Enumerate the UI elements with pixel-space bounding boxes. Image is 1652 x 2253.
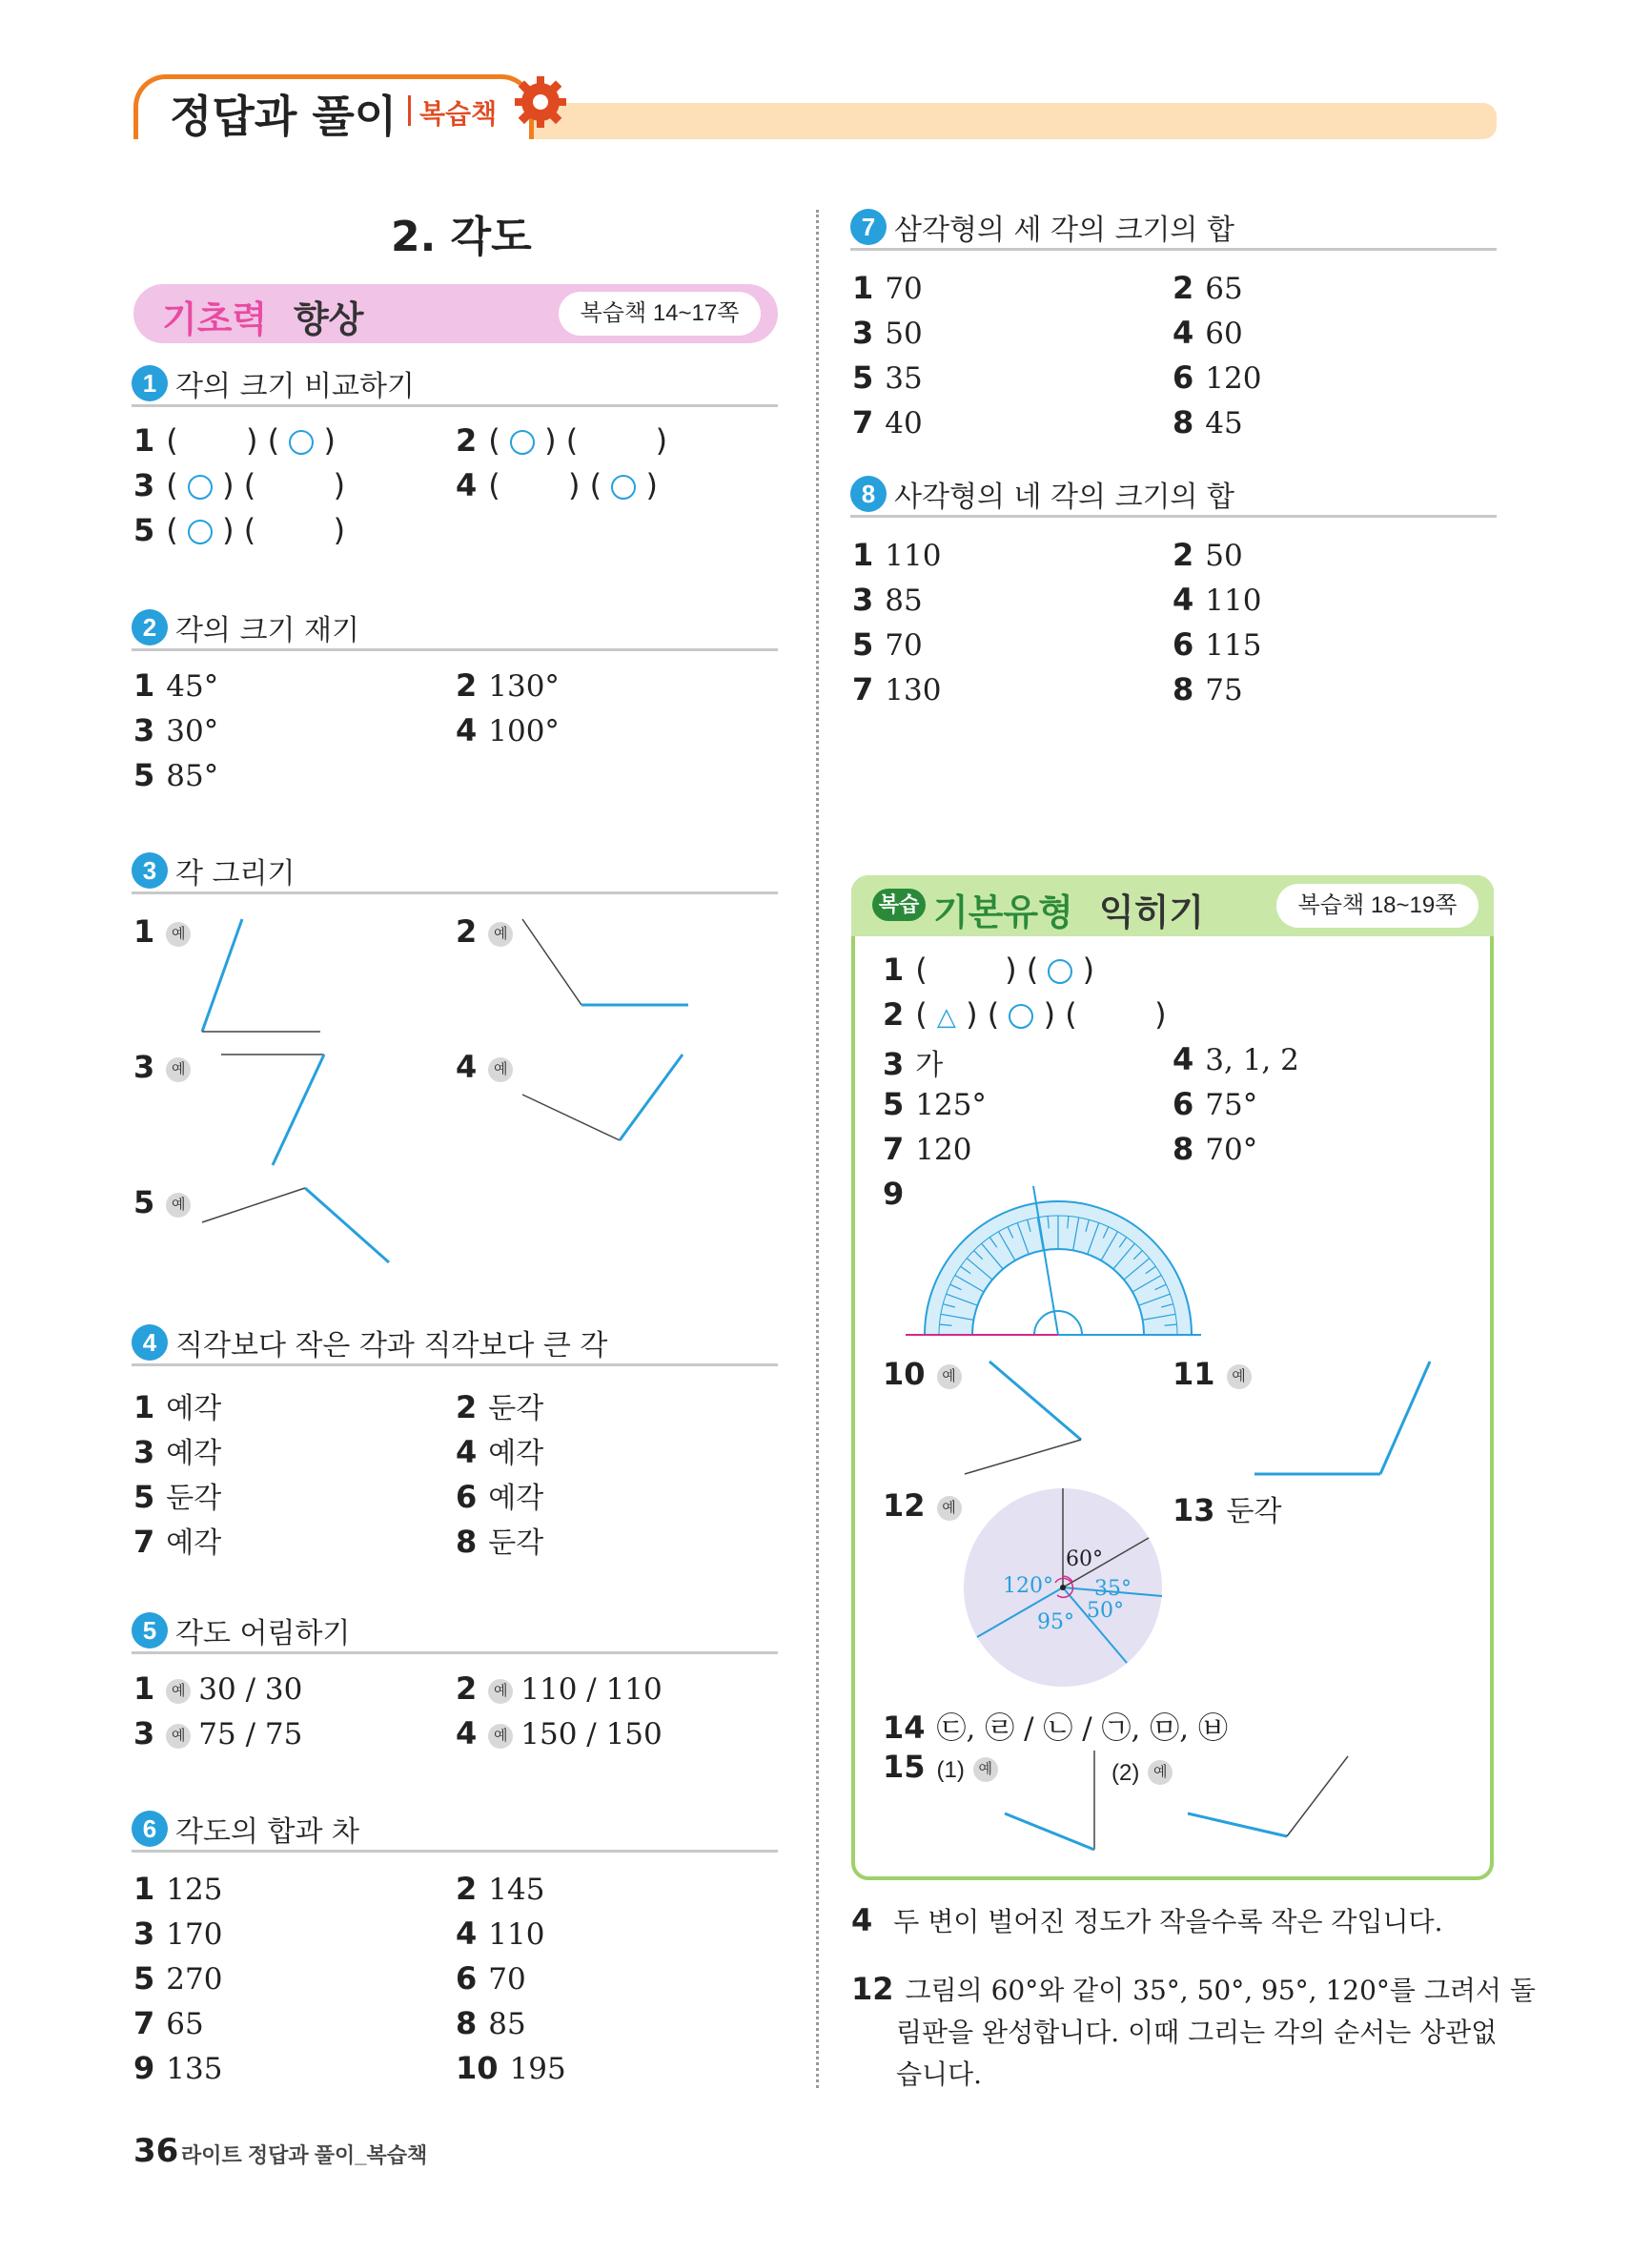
pie-label-35: 35° xyxy=(1094,1577,1132,1601)
s4-item: 6 예각 xyxy=(456,1479,544,1515)
explanation-12: 12 그림의 60°와 같이 35°, 50°, 95°, 120°를 그려서 돌 xyxy=(851,1971,1536,2007)
section-badge: 7 xyxy=(850,209,887,245)
s4-item: 2 둔각 xyxy=(456,1389,544,1425)
angle-circle-figure xyxy=(963,1487,1163,1688)
banner-pages: 복습책 14~17쪽 xyxy=(559,292,761,336)
s7-item: 8 45 xyxy=(1173,404,1243,440)
pie-label-50: 50° xyxy=(1087,1599,1124,1623)
chapter-title: 2. 각도 xyxy=(391,213,532,261)
b-item-9: 9 xyxy=(883,1176,905,1212)
s2-item: 2 130° xyxy=(456,667,560,704)
header-title: 정답과 풀이 xyxy=(170,91,398,142)
s6-item: 6 70 xyxy=(456,1960,526,1997)
section-title: 각의 크기 비교하기 xyxy=(175,370,415,403)
section-badge: 3 xyxy=(132,852,168,889)
section-badge: 5 xyxy=(132,1612,168,1649)
b-item-3: 3 가 xyxy=(883,1046,944,1082)
s3-item: 1 예 xyxy=(133,913,198,950)
s3-item: 5 예 xyxy=(133,1184,198,1220)
section-badge: 4 xyxy=(132,1324,168,1361)
explanation-4: 4 두 변이 벌어진 정도가 작을수록 작은 각입니다. xyxy=(851,1902,1443,1938)
explanation-12-line3: 습니다. xyxy=(896,2058,983,2090)
section-title: 각의 크기 재기 xyxy=(175,614,359,647)
b-item-2: 2 ( △ ) ( ) ( ) xyxy=(883,996,1167,1033)
s8-item: 2 50 xyxy=(1173,537,1243,573)
s7-item: 5 35 xyxy=(852,359,923,396)
s5-item: 3 예 75 / 75 xyxy=(133,1715,303,1751)
pie-label-120: 120° xyxy=(1003,1574,1053,1598)
explanation-12-line2: 림판을 완성합니다. 이때 그리는 각의 순서는 상관없 xyxy=(896,2017,1498,2048)
b-item-15-2: (2) 예 xyxy=(1112,1752,1180,1788)
s6-item: 10 195 xyxy=(456,2050,566,2086)
b-item-10: 10 예 xyxy=(883,1356,969,1392)
b-item-1: 1 ( ) ( ) xyxy=(883,952,1095,988)
s4-item: 1 예각 xyxy=(133,1389,222,1425)
s2-item: 4 100° xyxy=(456,712,560,748)
b-item-5: 5 125° xyxy=(883,1086,987,1122)
b-item-7: 7 120 xyxy=(883,1131,972,1167)
banner-title-a: 기초력 xyxy=(162,298,268,340)
section-title: 각 그리기 xyxy=(175,857,296,891)
s7-item: 2 65 xyxy=(1173,270,1243,306)
s4-item: 3 예각 xyxy=(133,1434,222,1470)
s7-item: 1 70 xyxy=(852,270,923,306)
footer-text: 라이트 정답과 풀이_복습책 xyxy=(181,2143,428,2167)
section-title: 사각형의 네 각의 크기의 합 xyxy=(894,481,1234,514)
s4-item: 4 예각 xyxy=(456,1434,544,1470)
s2-item: 1 45° xyxy=(133,667,219,704)
s7-item: 3 50 xyxy=(852,315,923,351)
s1-item-3: 3 ( ) ( ) xyxy=(133,467,346,503)
banner-title-b: 익히기 xyxy=(1099,891,1205,933)
s8-item: 8 75 xyxy=(1173,671,1243,707)
s6-item: 1 125 xyxy=(133,1871,223,1907)
b-item-4: 4 3, 1, 2 xyxy=(1173,1041,1299,1077)
s5-item: 1 예 30 / 30 xyxy=(133,1670,303,1707)
section-badge: 8 xyxy=(850,476,887,512)
s6-item: 4 110 xyxy=(456,1915,545,1952)
banner-tag: 복습 xyxy=(872,889,926,921)
s4-item: 5 둔각 xyxy=(133,1479,222,1515)
s8-item: 3 85 xyxy=(852,582,923,618)
section-title: 삼각형의 세 각의 크기의 합 xyxy=(894,214,1234,247)
s6-item: 7 65 xyxy=(133,2005,204,2041)
s3-item: 4 예 xyxy=(456,1049,520,1085)
s8-item: 1 110 xyxy=(852,537,942,573)
section-title: 직각보다 작은 각과 직각보다 큰 각 xyxy=(175,1329,608,1362)
s6-item: 8 85 xyxy=(456,2005,526,2041)
s3-item: 2 예 xyxy=(456,913,520,950)
banner-title-a: 기본유형 xyxy=(933,891,1073,933)
s1-item-2: 2 ( ) ( ) xyxy=(456,422,668,459)
s7-item: 4 60 xyxy=(1173,315,1243,351)
s4-item: 7 예각 xyxy=(133,1524,222,1560)
s5-item: 2 예 110 / 110 xyxy=(456,1670,663,1707)
s1-item-4: 4 ( ) ( ) xyxy=(456,467,658,503)
page-number: 36 xyxy=(133,2132,179,2170)
section-badge: 1 xyxy=(132,365,168,401)
s6-item: 2 145 xyxy=(456,1871,545,1907)
b-item-15: 15 (1) 예 xyxy=(883,1749,1006,1785)
s8-item: 5 70 xyxy=(852,626,923,663)
header-sub: 복습책 xyxy=(419,98,498,130)
s8-item: 4 110 xyxy=(1173,582,1262,618)
b-item-6: 6 75° xyxy=(1173,1086,1258,1122)
s2-item: 3 30° xyxy=(133,712,219,748)
b-item-14: 14 ㉢, ㉣ / ㉡ / ㉠, ㉤, ㉥ xyxy=(883,1710,1228,1746)
b-item-12: 12 예 xyxy=(883,1487,969,1524)
s6-item: 3 170 xyxy=(133,1915,223,1952)
s8-item: 7 130 xyxy=(852,671,942,707)
s7-item: 7 40 xyxy=(852,404,923,440)
s3-item: 3 예 xyxy=(133,1049,198,1085)
s5-item: 4 예 150 / 150 xyxy=(456,1715,663,1751)
s1-item-5: 5 ( ) ( ) xyxy=(133,512,346,548)
b-item-11: 11 예 xyxy=(1173,1356,1259,1392)
section-title: 각도 어림하기 xyxy=(175,1617,351,1650)
s6-item: 9 135 xyxy=(133,2050,223,2086)
section-title: 각도의 합과 차 xyxy=(175,1815,359,1849)
triangle-mark: △ xyxy=(936,1003,956,1032)
s8-item: 6 115 xyxy=(1173,626,1262,663)
s1-item-1: 1 ( ) ( ) xyxy=(133,422,336,459)
s6-item: 5 270 xyxy=(133,1960,223,1997)
s2-item: 5 85° xyxy=(133,757,219,793)
section-badge: 6 xyxy=(132,1811,168,1847)
banner-pages: 복습책 18~19쪽 xyxy=(1276,884,1479,928)
pie-label-60: 60° xyxy=(1066,1547,1103,1571)
banner-title-b: 향상 xyxy=(294,298,364,340)
b-item-13: 13 둔각 xyxy=(1173,1492,1282,1528)
s7-item: 6 120 xyxy=(1173,359,1262,396)
s4-item: 8 둔각 xyxy=(456,1524,544,1560)
section-badge: 2 xyxy=(132,609,168,645)
b-item-8: 8 70° xyxy=(1173,1131,1258,1167)
pie-label-95: 95° xyxy=(1037,1610,1074,1634)
